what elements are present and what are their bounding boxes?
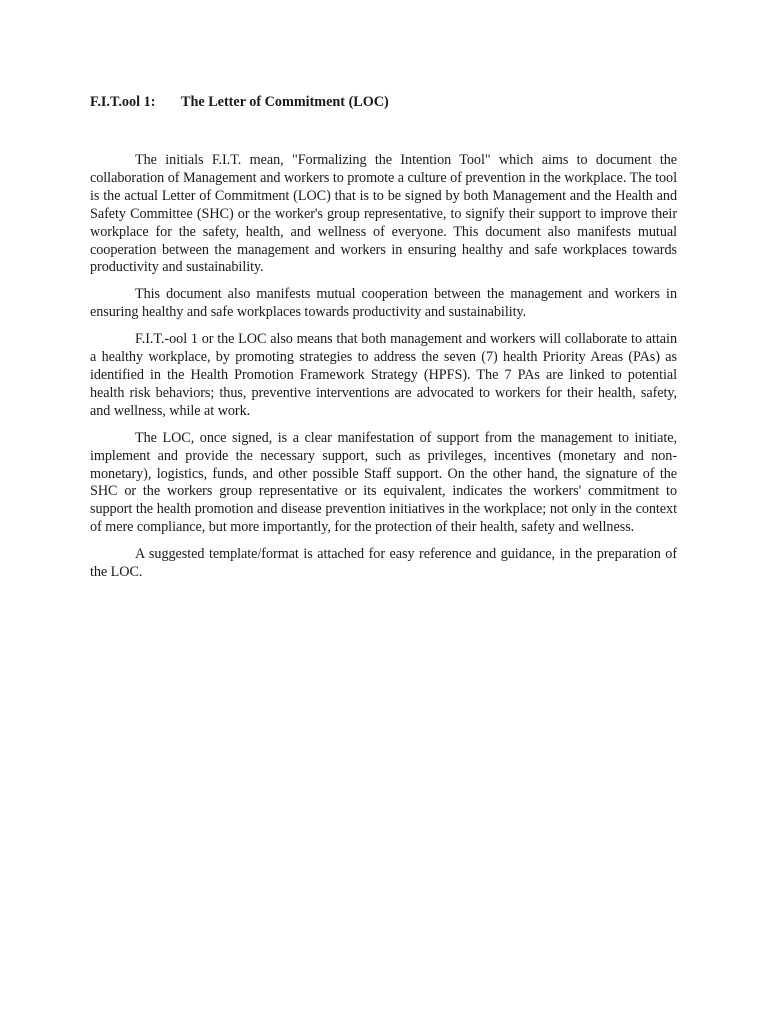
paragraph-template: A suggested template/format is attached for easy reference and guidance, in the preparation of the LOC.: [90, 546, 677, 581]
paragraph-intro: The initials F.I.T. mean, "Formalizing the Intention Tool" which aims to document the collaboration of Management and workers to promote a culture of prevention in the workplace. The tool is the actual Letter of Commitment (LOC) that is to be signed by both Management and the Health and Safety Committee (SHC) or the worker's group representative, to signify their support to improve their workplace for the safety, health, and wellness of everyone. This document also manifests mutual cooperation between the management and workers in ensuring healthy and safe workplaces towards productivity and sustainability.: [90, 152, 677, 276]
paragraph-priority-areas: F.I.T.-ool 1 or the LOC also means that both management and workers will collaborate to attain a healthy workplace, by promoting strategies to address the seven (7) health Priority Areas (PAs) as identified in the Health Promotion Framework Strategy (HPFS). The 7 PAs are linked to potential health risk behaviors; thus, preventive interventions are advocated to workers for their health, safety, and wellness, while at work.: [90, 331, 677, 419]
document-page: [90, 93, 677, 591]
paragraph-cooperation: This document also manifests mutual cooperation between the management and workers in ensuring healthy and safe workplaces towards productivity and sustainability.: [90, 286, 677, 321]
tool-number-label: F.I.T.ool 1:: [90, 94, 156, 110]
section-heading: [90, 93, 677, 111]
paragraph-support: The LOC, once signed, is a clear manifestation of support from the management to initiate, implement and provide the necessary support, such as privileges, incentives (monetary and non-monetary), logistics, funds, and other possible Staff support. On the other hand, the signature of the SHC or the workers group representative or its equivalent, indicates the workers' commitment to support the health promotion and disease prevention initiatives in the workplace; not only in the context of mere compliance, but more importantly, for the protection of their health, safety and wellness.: [90, 429, 677, 536]
section-title: The Letter of Commitment (LOC): [181, 94, 389, 110]
